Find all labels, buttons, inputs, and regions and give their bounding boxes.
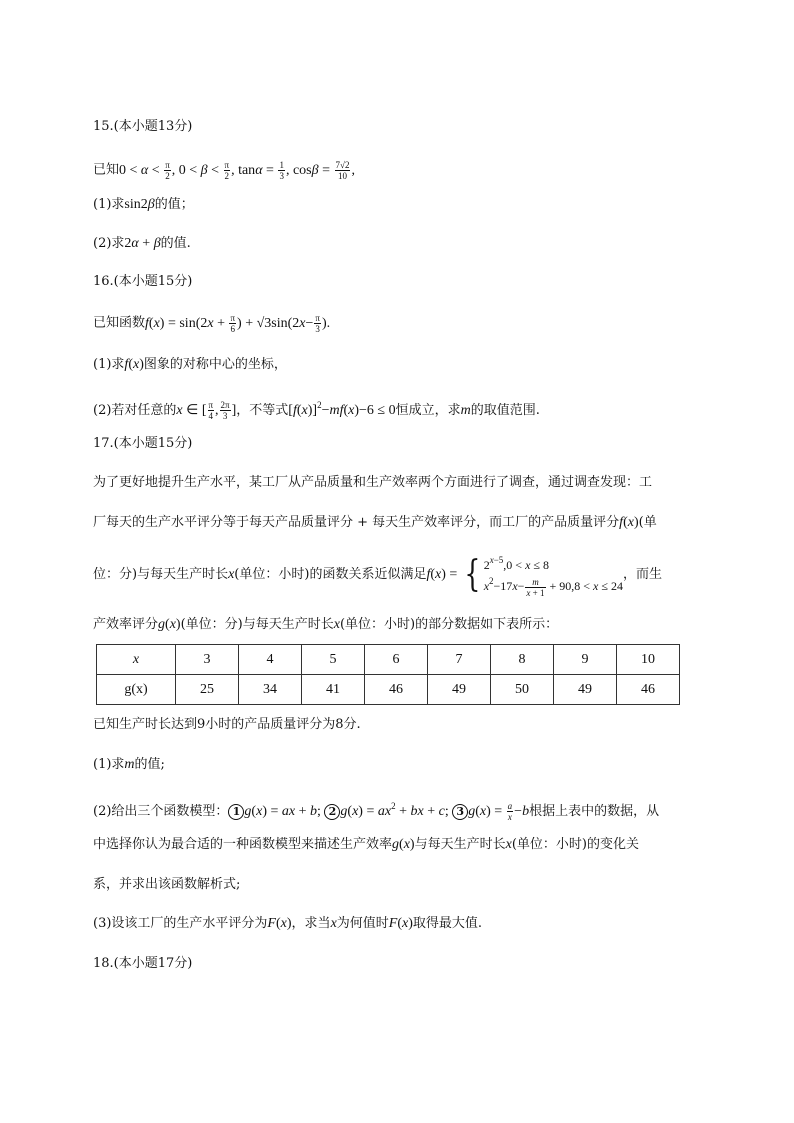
table-cell: 5: [302, 645, 365, 675]
circled-2: 2: [324, 804, 340, 820]
q17-known: 已知生产时长达到9小时的产品质量评分为8分.: [93, 717, 361, 732]
q17-header: 17.(本小题15分): [93, 436, 193, 451]
q16-header: 16.(本小题15分): [93, 274, 193, 289]
table-row: [97, 675, 680, 705]
table-head-x: x: [97, 645, 176, 675]
table-head-g: g(x): [97, 675, 176, 705]
piecewise-cases: $2^{x-5},0 < x \le 8$ $x^2-17x-$ $\frac{m}{x + 1}$ + 90,8 < x ≤ 24: [483, 555, 623, 598]
q17-part2-line3: 系，并求出该函数解析式;: [93, 877, 241, 892]
q17-part2: (2)给出三个函数模型： 1 g(x) = ax + b; 2 $g(x) = ax^2$ + bx + c; 3 g(x) = $\frac{a}{x}$ −b根据上表中的数据，从: [93, 801, 660, 823]
table-cell: 49: [428, 675, 491, 705]
table-cell: 34: [239, 675, 302, 705]
q16-given: 已知函数f(x) = sin(2x + $\frac{\pi}{6}$ ) + √3sin(2x− $\frac{\pi}{3}$ ).: [93, 313, 331, 334]
q15-given-prefix: 已知: [93, 162, 120, 178]
table-cell: 10: [617, 645, 680, 675]
table-cell: 9: [554, 645, 617, 675]
table-cell: 3: [176, 645, 239, 675]
q15-header: 15.(本小题13分): [93, 119, 193, 134]
q17-intro-line4: 产效率评分g(x)(单位：分)与每天生产时长x(单位：小时)的部分数据如下表所示：: [93, 617, 559, 632]
circled-3: 3: [452, 804, 468, 820]
q17-part3: (3)设该工厂的生产水平评分为F(x)，求当x为何值时F(x)取得最大值.: [93, 916, 483, 931]
q16-part2: (2)若对任意的x ∈ [ $\frac{\pi}{4}$ , $\frac{2\pi}{3}$ ]，不等式$[f(x)]^2-mf(x)-6 \le 0$恒成立，求m的取值范围.: [93, 400, 540, 422]
q17-intro-line2: 厂每天的生产水平评分等于每天产品质量评分 + 每天生产效率评分，而工厂的产品质量评分f(x)(单: [93, 515, 657, 530]
q17-intro-line1: 为了更好地提升生产水平，某工厂从产品质量和生产效率两个方面进行了调查，通过调查发现：工: [93, 475, 653, 490]
q17-intro-line3: 位：分)与每天生产时长x(单位：小时)的函数关系近似满足f(x) = { $2^{x-5},0 < x \le 8$ $x^2-17x-$ $\frac{m}{x + 1}$ + 90,8 < x ≤ 24，而生: [93, 553, 662, 598]
q17-part2-line2: 中选择你认为最合适的一种函数模型来描述生产效率g(x)与每天生产时长x(单位：小时)的变化关: [93, 837, 639, 852]
q17-part1: (1)求m的值;: [93, 757, 165, 772]
piecewise-brace: {: [464, 553, 481, 595]
q16-part1: (1)求f(x)图象的对称中心的坐标，: [93, 357, 287, 372]
table-cell: 46: [617, 675, 680, 705]
table-cell: 50: [491, 675, 554, 705]
q15-part2: (2)求2α + β的值.: [93, 236, 191, 251]
table-cell: 41: [302, 675, 365, 705]
table-cell: 8: [491, 645, 554, 675]
table-cell: 6: [365, 645, 428, 675]
table-cell: 49: [554, 675, 617, 705]
q18-header: 18.(本小题17分): [93, 956, 193, 971]
q15-part1: (1)求sin2β的值；: [93, 197, 194, 212]
data-table: [96, 644, 680, 705]
table-cell: 46: [365, 675, 428, 705]
table-cell: 7: [428, 645, 491, 675]
table-cell: 4: [239, 645, 302, 675]
table-row: [97, 645, 680, 675]
q15-given: 已知0 < α < $\frac{\pi}{2}$ , 0 < β < $\frac{\pi}{2}$ , tanα = $\frac{1}{3}$ , cosβ = $\frac{7√2}{10}$ ,: [93, 160, 355, 181]
circled-1: 1: [228, 804, 244, 820]
table-cell: 25: [176, 675, 239, 705]
